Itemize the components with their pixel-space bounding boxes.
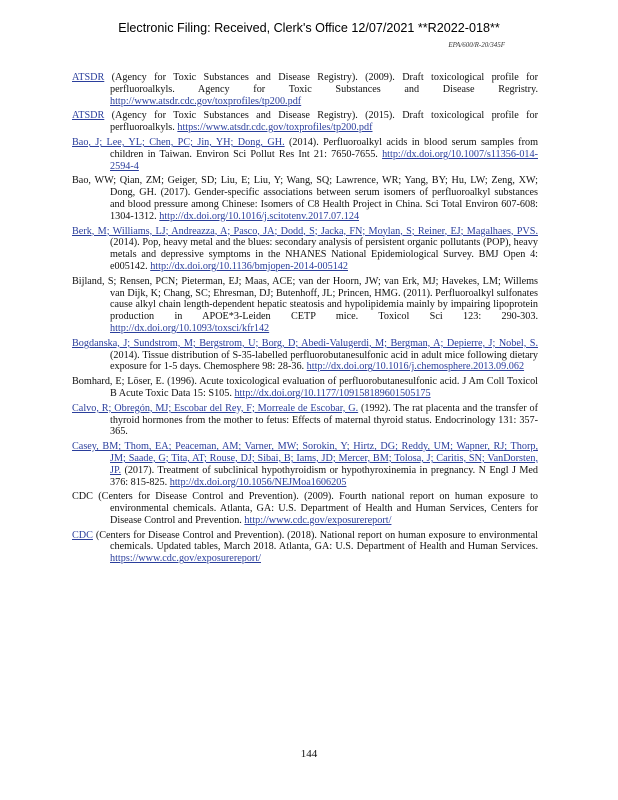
reference-link[interactable]: http://www.cdc.gov/exposurereport/ — [244, 514, 392, 526]
reference-link[interactable]: Calvo, R; Obregón, MJ; Escobar del Rey, F; Morreale de Escobar, G. — [72, 402, 359, 414]
reference-link[interactable]: http://dx.doi.org/10.1177/109158189601505175 — [234, 387, 431, 399]
reference-text: CDC (Centers for Disease Control and Prevention). (2009). Fourth national report on human exposure to environmental chemicals. Atlanta, GA: U.S. Department of Health and Human Services, Centers for Disease Control and Prevention. — [72, 491, 538, 526]
reference-text: Bomhard, E; Löser, E. (1996). Acute toxicological evaluation of perfluorobutanesulfonic acid. J Am Coll Toxicol B Acute Toxic Data 15: S105. — [72, 376, 538, 399]
reference-entry — [72, 530, 538, 565]
reference-link[interactable]: http://dx.doi.org/10.1093/toxsci/kfr142 — [110, 322, 270, 334]
reference-link[interactable]: http://www.atsdr.cdc.gov/toxprofiles/tp200.pdf — [110, 95, 302, 107]
reference-entry — [72, 403, 538, 438]
reference-link[interactable]: ATSDR — [72, 72, 105, 83]
reference-text: (1992). The rat placenta and the transfer of thyroid hormones from the mother to fetus: Effects of maternal thyroid status. Endocrinology 131: 357-365. — [110, 402, 539, 438]
reference-entry — [72, 72, 538, 107]
reference-entry — [72, 338, 538, 373]
reference-text: (2017). Treatment of subclinical hypothyroidism or hypothyroxinemia in pregnancy. N Engl J Med 376: 815-825. — [110, 464, 538, 488]
page-number: 144 — [300, 748, 318, 760]
reference-link[interactable]: http://dx.doi.org/10.1016/j.chemosphere.2013.09.062 — [306, 361, 525, 373]
reference-text: Bao, WW; Qian, ZM; Geiger, SD; Liu, E; Liu, Y; Wang, SQ; Lawrence, WR; Yang, BY; Hu, LW; Zeng, XW; Dong, GH. (2017). Gender-specific associations between serum isomers of perfluoroalkyl substances and blood pressure among Chinese: Isomers of C8 Health Project in China. Sci Total Environ 607-608: 1304-1312. — [72, 175, 538, 222]
reference-link[interactable]: Bao, J; Lee, YL; Chen, PC; Jin, YH; Dong, GH. — [72, 136, 285, 148]
reference-link[interactable]: http://dx.doi.org/10.1007/s11356-014-2594-4 — [110, 148, 538, 172]
reference-entry — [72, 376, 538, 400]
reference-entry — [72, 137, 538, 172]
reference-entry — [72, 491, 538, 526]
reference-entry — [72, 110, 538, 134]
document-id: EPA/600/R-20/345F — [448, 41, 505, 49]
reference-link[interactable]: http://dx.doi.org/10.1056/NEJMoa1606205 — [169, 476, 347, 488]
reference-link[interactable]: Casey, BM; Thom, EA; Peaceman, AM; Varner, MW; Sorokin, Y; Hirtz, DG; Reddy, UM; Wapner, RJ; Thorp, JM; Saade, G; Tita, AT; Rouse, DJ; Sibai, B; Iams, JD; Mercer, BM; Tolosa, J; Caritis, SN; VanDorsten, JP. — [72, 441, 538, 476]
reference-text: (2014). Perfluoroalkyl acids in blood serum samples from children in Taiwan. Environ Sci Pollut Res Int 21: 7650-7655. — [110, 136, 538, 160]
reference-link[interactable]: https://www.atsdr.cdc.gov/toxprofiles/tp200.pdf — [177, 122, 373, 134]
reference-entry — [72, 276, 538, 335]
reference-entry — [72, 175, 538, 222]
reference-text: (Agency for Toxic Substances and Disease Registry). (2009). Draft toxicological profile for perfluoroalkyls. Agency for Toxic Substances and Disease Regristry. — [104, 72, 538, 95]
reference-list — [72, 72, 538, 568]
reference-text: Bijland, S; Rensen, PCN; Pieterman, EJ; Maas, ACE; van der Hoorn, JW; van Erk, MJ; Havekes, LM; Willems van Dijk, K; Chang, SC; Ehresman, DJ; Butenhoff, JL; Princen, HMG. (2011). Perfluoroalkyl sulfonates cause alkyl chain length-dependent hepatic steatosis and hypolipidemia mainly by impairing lipoprotein production in APOE*3-Leiden CETP mice. Toxicol Sci 123: 290-303. — [72, 275, 538, 323]
reference-entry — [72, 226, 538, 273]
reference-link[interactable]: https://www.cdc.gov/exposurereport/ — [110, 553, 261, 565]
reference-link[interactable]: http://dx.doi.org/10.1016/j.scitotenv.2017.07.124 — [159, 210, 360, 222]
reference-text: (2014). Tissue distribution of S-35-labelled perfluorobutanesulfonic acid in adult mice following dietary exposure for 1-5 days. Chemosphere 98: 28-36. — [110, 349, 538, 373]
filing-header: Electronic Filing: Received, Clerk's Office 12/07/2021 **R2022-018** — [118, 21, 500, 35]
reference-link[interactable]: http://dx.doi.org/10.1136/bmjopen-2014-005142 — [150, 260, 348, 272]
reference-link[interactable]: ATSDR — [72, 110, 105, 122]
reference-text: (Centers for Disease Control and Prevention). (2018). National report on human exposure to environmental chemicals. Updated tables, March 2018. Atlanta, GA: U.S. Department of Health and Human Services. — [92, 529, 538, 553]
reference-entry — [72, 441, 538, 488]
reference-text: (2014). Pop, heavy metal and the blues: secondary analysis of persistent organic pollutants (POP), heavy metals and depressive symptoms in the NHANES National Epidemiological Survey. BMJ Open 4: e005142. — [110, 237, 538, 272]
reference-link[interactable]: Berk, M; Williams, LJ; Andreazza, A; Pasco, JA; Dodd, S; Jacka, FN; Moylan, S; Reiner, EJ; Magalhaes, PVS. — [72, 225, 538, 237]
reference-link[interactable]: Bogdanska, J; Sundstrom, M; Bergstrom, U; Borg, D; Abedi-Valugerdi, M; Bergman, A; Depierre, J; Nobel, S. — [72, 337, 538, 349]
reference-text: (Agency for Toxic Substances and Disease Registry). (2015). Draft toxicological profile for perfluoroalkyls. — [104, 110, 538, 134]
reference-link[interactable]: CDC — [72, 529, 93, 541]
